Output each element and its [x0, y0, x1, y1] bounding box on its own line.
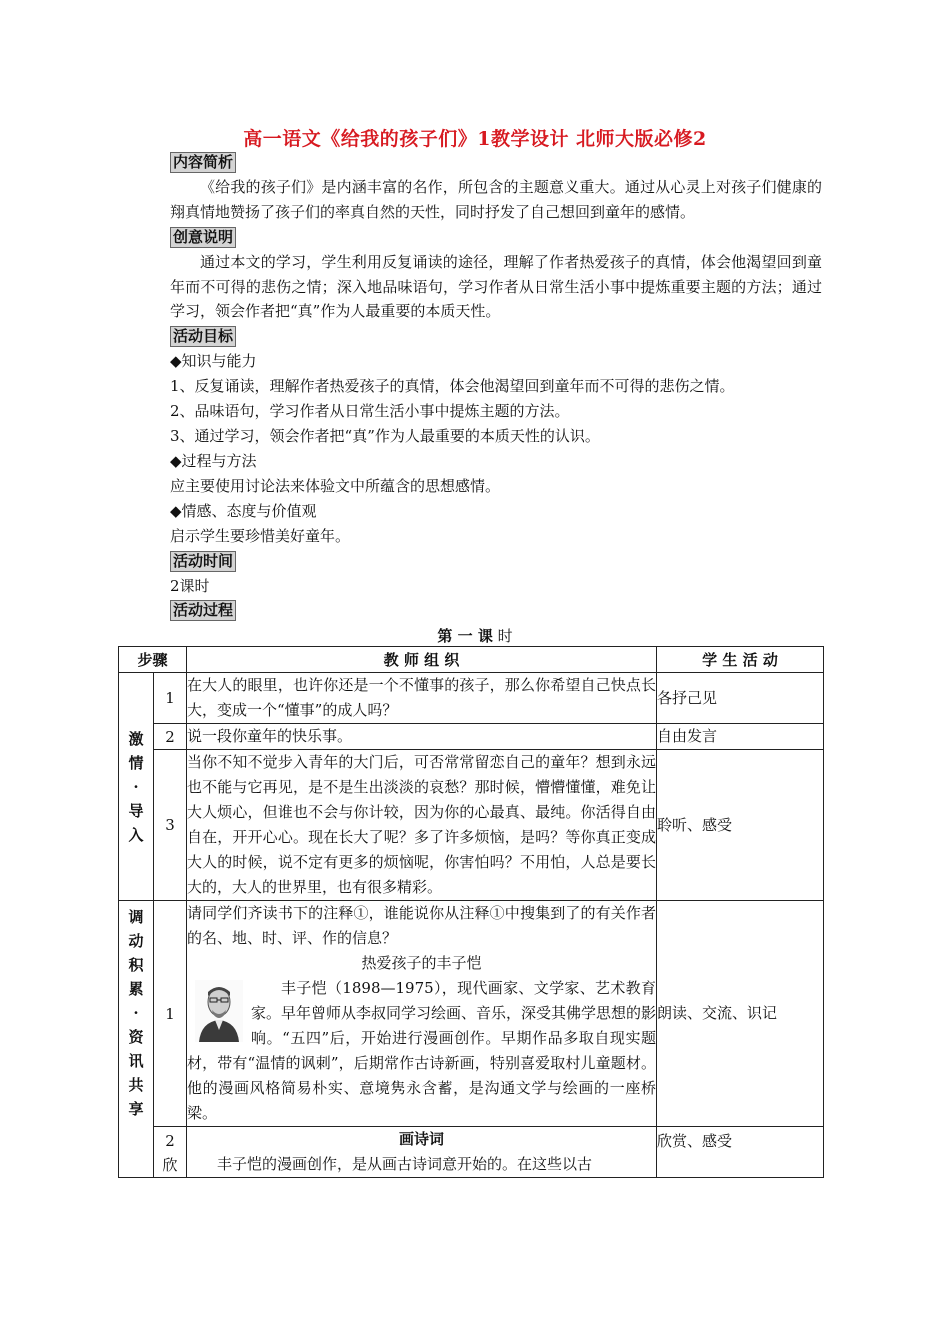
lesson-plan-table	[118, 646, 824, 1178]
document-title: 高一语文《给我的孩子们》1教学设计 北师大版必修2	[243, 128, 707, 150]
teacher-activity: 当你不知不觉步入青年的大门后，可否常常留恋自己的童年？想到永远也不能与它再见，是不是生出淡淡的哀愁？那时候，懵懵懂懂，难免让大人烦心，但谁也不会与你计较，因为你的心最真、最纯。你活得自由自在，开开心心。现在长大了呢？多了许多烦恼，是吗？等你真正变成大人的时候，说不定有更多的烦恼呢，你害怕吗？不用怕，人总是要长大的，大人的世界里，也有很多精彩。	[187, 750, 657, 901]
teacher-activity: 在大人的眼里，也许你还是一个不懂事的孩子，那么你希望自己快点长大，变成一个“懂事”的成人吗？	[187, 673, 657, 724]
teacher-activity: 说一段你童年的快乐事。	[187, 724, 657, 750]
bio-text: 丰子恺（1898—1975），现代画家、文学家、艺术教育家。早年曾师从李叔同学习绘画、音乐，深受其佛学思想的影响。“五四”后，开始进行漫画创作。早期作品多取自现实题材，带有“温情的讽刺”，后期常作古诗新画，特别喜爱取村儿童题材。他的漫画风格简易朴实、意境隽永含蓄，是沟通文学与绘画的一座桥梁。	[187, 979, 657, 1122]
poem-painting-text: 丰子恺的漫画创作，是从画古诗词意开始的。在这些以古	[217, 1155, 593, 1173]
step-number: 1	[154, 901, 187, 1127]
stage-label-intro	[119, 673, 154, 901]
stage-char: 积	[128, 956, 144, 974]
teacher-activity	[187, 1127, 657, 1178]
section-heading-content-brief: 内容简析	[170, 152, 236, 173]
stage-char: ·	[133, 1004, 139, 1022]
student-activity: 聆听、感受	[657, 750, 824, 901]
lesson-title-suffix: 时	[492, 627, 513, 645]
emotion-label: ◆情感、态度与价值观	[170, 502, 317, 520]
knowledge-label: ◆知识与能力	[170, 352, 257, 370]
portrait-image	[195, 980, 243, 1042]
stage-char: 累	[128, 980, 144, 998]
stage-char: 情	[128, 753, 144, 772]
teacher-activity	[187, 901, 657, 1127]
bio-block	[187, 976, 656, 1126]
student-activity: 朗读、交流、识记	[657, 901, 824, 1127]
poem-painting-heading: 画诗词	[399, 1130, 445, 1148]
stage-char: 调	[128, 908, 144, 926]
step-number-extra: 欣	[162, 1156, 178, 1174]
section-heading-goals: 活动目标	[170, 326, 236, 347]
step-number: 1	[154, 673, 187, 724]
process-text: 应主要使用讨论法来体验文中所蕴含的思想感情。	[170, 477, 501, 495]
lesson-title	[0, 625, 950, 646]
teacher-intro: 请同学们齐读书下的注释①，谁能说你从注释①中搜集到了的有关作者的名、地、时、评、作的信息？	[187, 904, 657, 947]
header-teacher: 教 师 组 织	[187, 647, 657, 673]
knowledge-item: 3、通过学习，领会作者把“真”作为人最重要的本质天性的认识。	[170, 427, 600, 445]
stage-char: 入	[128, 825, 144, 844]
step-number: 2	[154, 724, 187, 750]
knowledge-item: 1、反复诵读，理解作者热爱孩子的真情，体会他渴望回到童年而不可得的悲伤之情。	[170, 377, 735, 395]
step-number-value: 2	[165, 1132, 175, 1150]
stage-char: 激	[128, 729, 144, 748]
lesson-title-main: 第 一 课	[437, 627, 493, 645]
student-activity: 各抒己见	[657, 673, 824, 724]
stage-char: 共	[128, 1076, 144, 1094]
table-row	[119, 901, 824, 1127]
stage-char: 资	[128, 1028, 144, 1046]
bio-title: 热爱孩子的丰子恺	[361, 954, 482, 972]
step-number: 3	[154, 750, 187, 901]
section-heading-time: 活动时间	[170, 551, 236, 572]
table-header-row	[119, 647, 824, 673]
student-activity: 自由发言	[657, 724, 824, 750]
creative-note-paragraph: 通过本文的学习，学生利用反复诵读的途径，理解了作者热爱孩子的真情，体会他渴望回到童年而不可得的悲伤之情；深入地品味语句，学习作者从日常生活小事中提炼重要主题的方法；通过学习，领会作者把“真”作为人最重要的本质天性。	[170, 253, 822, 320]
section-heading-creative-note: 创意说明	[170, 227, 236, 248]
section-heading-process: 活动过程	[170, 600, 236, 621]
stage-char: 动	[128, 932, 144, 950]
table-row	[119, 750, 824, 901]
stage-char: 导	[128, 801, 144, 820]
student-activity: 欣赏、感受	[657, 1127, 824, 1178]
content-brief-paragraph: 《给我的孩子们》是内涵丰富的名作，所包含的主题意义重大。通过从心灵上对孩子们健康的翔真情地赞扬了孩子们的率真自然的天性，同时抒发了自己想回到童年的感情。	[170, 178, 822, 221]
table-row	[119, 724, 824, 750]
emotion-text: 启示学生要珍惜美好童年。	[170, 527, 351, 545]
header-student: 学 生 活 动	[657, 647, 824, 673]
step-number	[154, 1127, 187, 1178]
table-row	[119, 1127, 824, 1178]
stage-char: 讯	[128, 1052, 144, 1070]
stage-label-accumulate	[119, 901, 154, 1178]
stage-char: ·	[133, 777, 139, 796]
stage-char: 享	[128, 1100, 144, 1118]
header-step: 步骤	[119, 647, 187, 673]
process-label: ◆过程与方法	[170, 452, 257, 470]
knowledge-item: 2、品味语句，学习作者从日常生活小事中提炼主题的方法。	[170, 402, 570, 420]
time-text: 2课时	[170, 577, 210, 595]
table-row	[119, 673, 824, 724]
